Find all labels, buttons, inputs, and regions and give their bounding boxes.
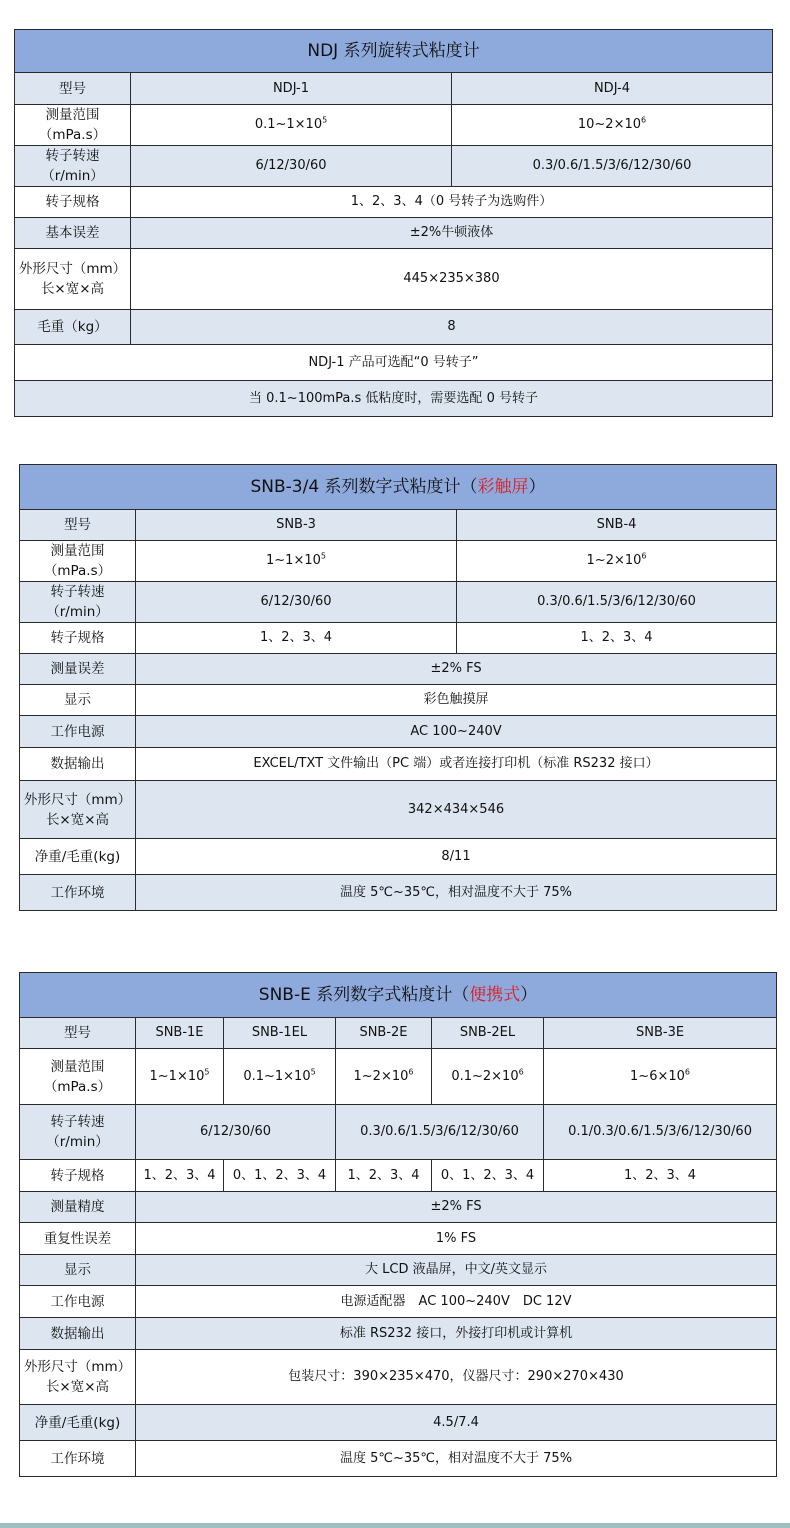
model-snb-4: SNB-4 <box>457 510 777 541</box>
snb34-speed-row <box>20 582 777 623</box>
ndj-range-row <box>15 105 773 146</box>
repeat-value: 1% FS <box>136 1223 777 1255</box>
ndj-model-row <box>15 73 773 105</box>
snbe-size-row <box>20 1350 777 1405</box>
size-label: 外形尺寸（mm） 长×宽×高 <box>20 1350 136 1405</box>
range-snb-4: $1\sim 2\times 10^6$ <box>457 541 777 582</box>
ndj-error-row <box>15 218 773 249</box>
speed-snb-3: 6/12/30/60 <box>136 582 457 623</box>
model-snb-2e: SNB-2E <box>336 1018 432 1049</box>
snbe-speed-row <box>20 1105 777 1160</box>
snbe-model-row <box>20 1018 777 1049</box>
snb34-error-row <box>20 654 777 685</box>
snb34-title-highlight: 彩触屏 <box>477 477 529 497</box>
range-snb-3: $1\sim 1\times 10^5$ <box>136 541 457 582</box>
weight-value: 8 <box>131 310 773 345</box>
output-label: 数据输出 <box>20 1318 136 1350</box>
snb34-rotor-row <box>20 623 777 654</box>
ndj-size-row <box>15 249 773 310</box>
display-label: 显示 <box>20 1255 136 1286</box>
ndj-spec-table <box>14 29 773 417</box>
output-value: EXCEL/TXT 文件输出（PC 端）或者连接打印机（标准 RS232 接口） <box>136 748 777 781</box>
snb34-model-row <box>20 510 777 541</box>
output-label: 数据输出 <box>20 748 136 781</box>
model-snb-3: SNB-3 <box>136 510 457 541</box>
size-value: 包装尺寸：390×235×470，仪器尺寸：290×270×430 <box>136 1350 777 1405</box>
snbe-output-row <box>20 1318 777 1350</box>
snbe-env-row <box>20 1441 777 1477</box>
snbe-power-row <box>20 1286 777 1318</box>
env-value: 温度 5℃~35℃，相对温度不大于 75% <box>136 875 777 911</box>
model-label: 型号 <box>20 510 136 541</box>
snb34-size-row <box>20 781 777 839</box>
snbe-display-row <box>20 1255 777 1286</box>
rotor-snb-2el: 0、1、2、3、4 <box>432 1160 544 1192</box>
error-label: 基本误差 <box>15 218 131 249</box>
snb34-range-row <box>20 541 777 582</box>
snb34-title: SNB-3/4 系列数字式粘度计（彩触屏） <box>20 465 777 510</box>
range-label: 测量范围 （mPa.s） <box>15 105 131 146</box>
weight-label: 净重/毛重(kg) <box>20 839 136 875</box>
size-value: 342×434×546 <box>136 781 777 839</box>
weight-label: 净重/毛重(kg) <box>20 1405 136 1441</box>
snbe-precision-row <box>20 1192 777 1223</box>
display-value: 彩色触摸屏 <box>136 685 777 716</box>
power-label: 工作电源 <box>20 716 136 748</box>
power-value: 电源适配器 AC 100~240V DC 12V <box>136 1286 777 1318</box>
env-label: 工作环境 <box>20 1441 136 1477</box>
rotor-snb-3e: 1、2、3、4 <box>544 1160 777 1192</box>
range-label: 测量范围 （mPa.s） <box>20 541 136 582</box>
rotor-snb-2e: 1、2、3、4 <box>336 1160 432 1192</box>
speed-ndj-1: 6/12/30/60 <box>131 146 452 187</box>
env-value: 温度 5℃~35℃，相对温度不大于 75% <box>136 1441 777 1477</box>
error-value: ±2%牛顿液体 <box>131 218 773 249</box>
snbe-spec-table <box>19 972 777 1477</box>
ndj-note-1: NDJ-1 产品可选配“0 号转子” <box>15 345 773 381</box>
snb34-power-row <box>20 716 777 748</box>
display-value: 大 LCD 液晶屏，中文/英文显示 <box>136 1255 777 1286</box>
model-label: 型号 <box>15 73 131 105</box>
bottom-divider <box>0 1523 790 1528</box>
ndj-rotor-row <box>15 187 773 218</box>
error-value: ±2% FS <box>136 654 777 685</box>
snbe-rotor-row <box>20 1160 777 1192</box>
snbe-repeat-row <box>20 1223 777 1255</box>
speed-label: 转子转速 （r/min） <box>15 146 131 187</box>
error-label: 测量误差 <box>20 654 136 685</box>
weight-value: 8/11 <box>136 839 777 875</box>
ndj-title: NDJ 系列旋转式粘度计 <box>15 30 773 73</box>
snb34-weight-row <box>20 839 777 875</box>
snbe-range-row <box>20 1049 777 1105</box>
display-label: 显示 <box>20 685 136 716</box>
rotor-label: 转子规格 <box>15 187 131 218</box>
rotor-snb-1e: 1、2、3、4 <box>136 1160 224 1192</box>
model-snb-1el: SNB-1EL <box>224 1018 336 1049</box>
ndj-speed-row <box>15 146 773 187</box>
model-snb-3e: SNB-3E <box>544 1018 777 1049</box>
range-ndj-4: $10\sim 2\times 10^6$ <box>452 105 773 146</box>
speed-snb-4: 0.3/0.6/1.5/3/6/12/30/60 <box>457 582 777 623</box>
model-label: 型号 <box>20 1018 136 1049</box>
snbe-title-highlight: 便携式 <box>469 985 521 1005</box>
range-snb-3e: $1\sim 6\times 10^6$ <box>544 1049 777 1105</box>
output-value: 标准 RS232 接口，外接打印机或计算机 <box>136 1318 777 1350</box>
weight-value: 4.5/7.4 <box>136 1405 777 1441</box>
power-label: 工作电源 <box>20 1286 136 1318</box>
ndj-note2-row <box>15 381 773 417</box>
speed-label: 转子转速 （r/min） <box>20 582 136 623</box>
snbe-weight-row <box>20 1405 777 1441</box>
range-snb-1el: $0.1\sim 1\times 10^5$ <box>224 1049 336 1105</box>
range-snb-1e: $1\sim 1\times 10^5$ <box>136 1049 224 1105</box>
speed-snb-2e-2el: 0.3/0.6/1.5/3/6/12/30/60 <box>336 1105 544 1160</box>
power-value: AC 100~240V <box>136 716 777 748</box>
env-label: 工作环境 <box>20 875 136 911</box>
range-snb-2el: $0.1\sim 2\times 10^6$ <box>432 1049 544 1105</box>
weight-label: 毛重（kg） <box>15 310 131 345</box>
rotor-snb-3: 1、2、3、4 <box>136 623 457 654</box>
ndj-note1-row <box>15 345 773 381</box>
range-label: 测量范围 （mPa.s） <box>20 1049 136 1105</box>
rotor-snb-4: 1、2、3、4 <box>457 623 777 654</box>
range-snb-2e: $1\sim 2\times 10^6$ <box>336 1049 432 1105</box>
range-ndj-1: $0.1\sim 1\times 10^5$ <box>131 105 452 146</box>
speed-label: 转子转速 （r/min） <box>20 1105 136 1160</box>
model-snb-2el: SNB-2EL <box>432 1018 544 1049</box>
speed-snb-3e: 0.1/0.3/0.6/1.5/3/6/12/30/60 <box>544 1105 777 1160</box>
size-label: 外形尺寸（mm） 长×宽×高 <box>15 249 131 310</box>
model-snb-1e: SNB-1E <box>136 1018 224 1049</box>
ndj-weight-row <box>15 310 773 345</box>
snb34-output-row <box>20 748 777 781</box>
rotor-value: 1、2、3、4（0 号转子为选购件） <box>131 187 773 218</box>
speed-snb-1e-1el: 6/12/30/60 <box>136 1105 336 1160</box>
snb34-env-row <box>20 875 777 911</box>
model-ndj-4: NDJ-4 <box>452 73 773 105</box>
ndj-note-2: 当 0.1~100mPa.s 低粘度时，需要选配 0 号转子 <box>15 381 773 417</box>
rotor-label: 转子规格 <box>20 623 136 654</box>
model-ndj-1: NDJ-1 <box>131 73 452 105</box>
snb34-display-row <box>20 685 777 716</box>
speed-ndj-4: 0.3/0.6/1.5/3/6/12/30/60 <box>452 146 773 187</box>
rotor-snb-1el: 0、1、2、3、4 <box>224 1160 336 1192</box>
rotor-label: 转子规格 <box>20 1160 136 1192</box>
size-label: 外形尺寸（mm） 长×宽×高 <box>20 781 136 839</box>
snbe-title: SNB-E 系列数字式粘度计（便携式） <box>20 973 777 1018</box>
repeat-label: 重复性误差 <box>20 1223 136 1255</box>
size-value: 445×235×380 <box>131 249 773 310</box>
snb34-spec-table <box>19 464 777 911</box>
precision-label: 测量精度 <box>20 1192 136 1223</box>
precision-value: ±2% FS <box>136 1192 777 1223</box>
